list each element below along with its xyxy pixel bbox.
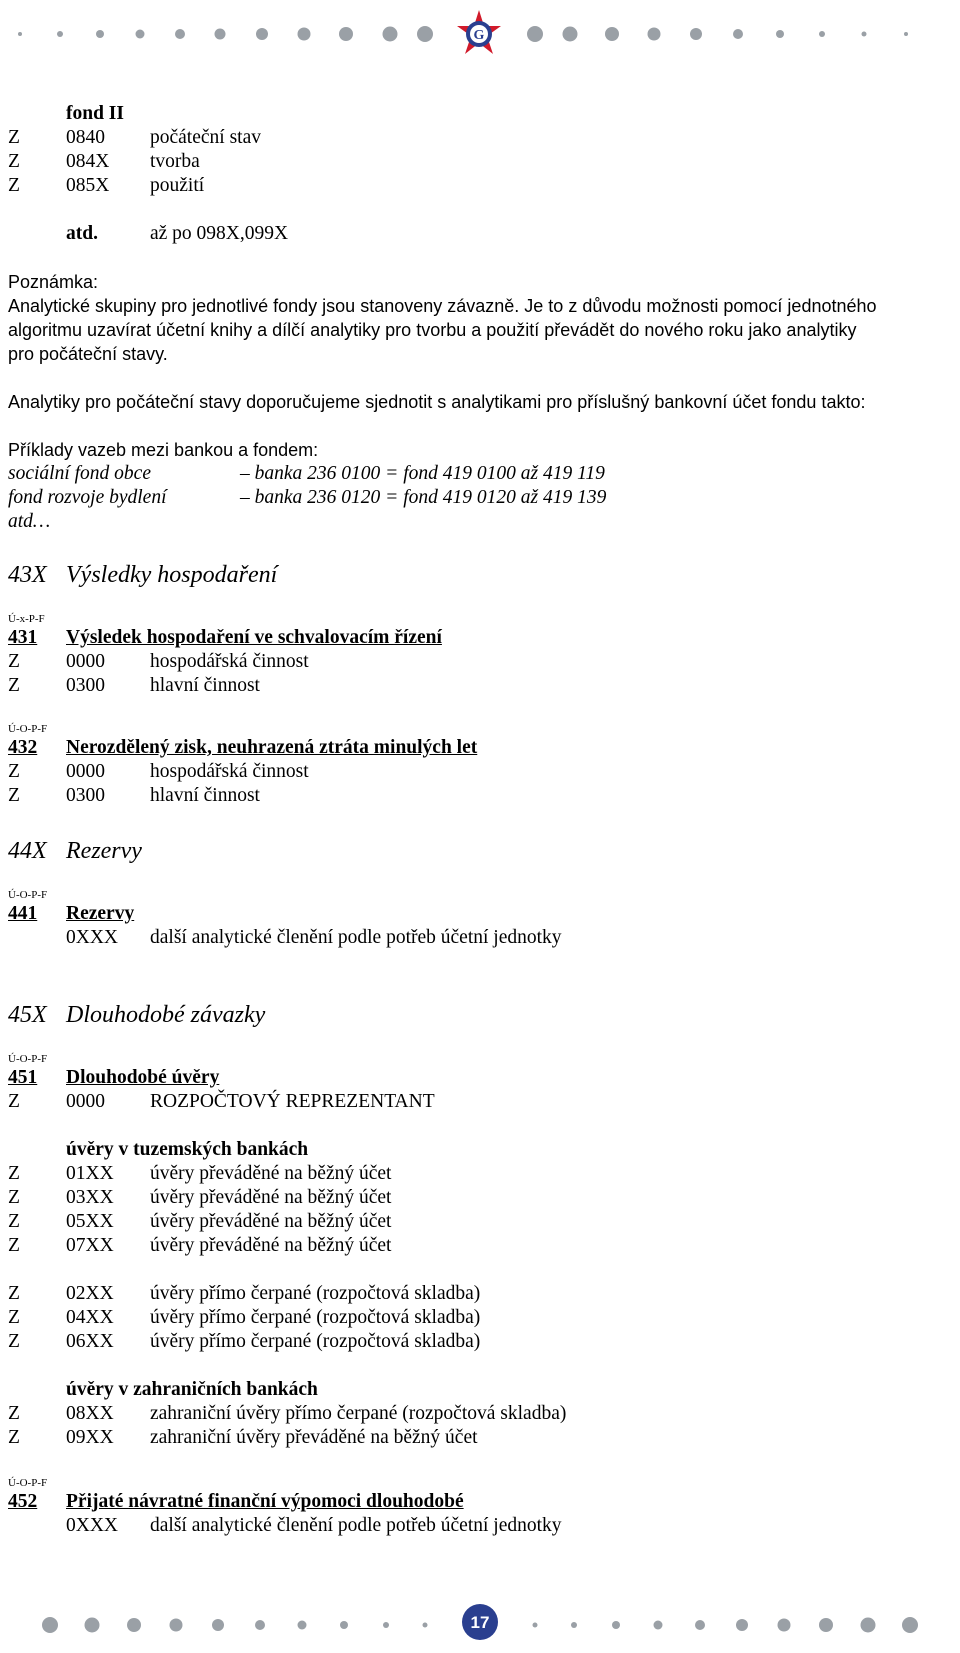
account-name: Nerozdělený zisk, neuhrazená ztráta minulých let [66, 737, 478, 758]
row-text: tvorba [150, 151, 200, 172]
section-code: 45X [8, 1002, 47, 1028]
row-text: úvěry převáděné na běžný účet [150, 1163, 392, 1184]
row-text: úvěry převáděné na běžný účet [150, 1187, 392, 1208]
row-text: hospodářská činnost [150, 651, 309, 672]
row-code: 03XX [66, 1187, 114, 1208]
row-code: 085X [66, 175, 110, 196]
example-relation: – banka 236 0120 = fond 419 0120 až 419 139 [240, 487, 607, 508]
row-code: 02XX [66, 1283, 114, 1304]
row-flag: Z [8, 1211, 20, 1232]
logo-letter: G [473, 28, 485, 43]
example-relation: – banka 236 0100 = fond 419 0100 až 419 119 [240, 463, 605, 484]
fund2-title: fond II [66, 103, 124, 124]
row-flag: Z [8, 1403, 20, 1424]
row-text: hospodářská činnost [150, 761, 309, 782]
row-flag: Z [8, 1187, 20, 1208]
section-code: 44X [8, 838, 47, 864]
row-code: 04XX [66, 1307, 114, 1328]
row-flag: Z [8, 785, 20, 806]
account-tag: Ú-O-P-F [8, 723, 48, 735]
account-tag: Ú-x-P-F [8, 613, 45, 625]
account-tag: Ú-O-P-F [8, 889, 48, 901]
account-number: 431 [8, 627, 38, 648]
account-name: Výsledek hospodaření ve schvalovacím řízení [66, 627, 442, 648]
row-text: použití [150, 175, 205, 196]
logo-icon [453, 8, 505, 60]
row-flag: Z [8, 151, 20, 172]
row-text: počáteční stav [150, 127, 261, 148]
note-line: pro počáteční stavy. [8, 344, 168, 364]
row-code: 0XXX [66, 927, 118, 948]
note-paragraph: Analytiky pro počáteční stavy doporučujeme sjednotit s analytikami pro příslušný bankovní účet fondu takto: [8, 392, 866, 412]
row-text: zahraniční úvěry převáděné na běžný účet [150, 1427, 478, 1448]
row-text: úvěry převáděné na běžný účet [150, 1211, 392, 1232]
row-flag: Z [8, 1331, 20, 1352]
row-text: úvěry převáděné na běžný účet [150, 1235, 392, 1256]
row-code: 084X [66, 151, 110, 172]
account-name: Dlouhodobé úvěry [66, 1067, 220, 1088]
row-text: úvěry přímo čerpané (rozpočtová skladba) [150, 1331, 481, 1352]
row-flag: Z [8, 1307, 20, 1328]
row-code: 05XX [66, 1211, 114, 1232]
row-code: 08XX [66, 1403, 114, 1424]
row-code: 0300 [66, 785, 105, 806]
row-text: hlavní činnost [150, 785, 260, 806]
row-flag: Z [8, 127, 20, 148]
row-code: 0XXX [66, 1515, 118, 1536]
section-title: Výsledky hospodaření [66, 562, 278, 588]
atd-text: až po 098X,099X [150, 223, 289, 244]
note-label: Poznámka: [8, 272, 99, 292]
row-code: 06XX [66, 1331, 114, 1352]
row-code: 09XX [66, 1427, 114, 1448]
section-code: 43X [8, 562, 47, 588]
row-code: 0840 [66, 127, 105, 148]
row-code: 0000 [66, 1091, 105, 1112]
row-text: další analytické členění podle potřeb účetní jednotky [150, 1515, 562, 1536]
row-text: hlavní činnost [150, 675, 260, 696]
row-flag: Z [8, 1235, 20, 1256]
example-name: fond rozvoje bydlení [8, 487, 167, 508]
account-name: Rezervy [66, 903, 135, 924]
account-number: 452 [8, 1491, 38, 1512]
row-code: 0000 [66, 761, 105, 782]
examples-etc: atd… [8, 511, 51, 532]
row-flag: Z [8, 175, 20, 196]
row-text: zahraniční úvěry přímo čerpané (rozpočtová skladba) [150, 1403, 567, 1424]
row-flag: Z [8, 1427, 20, 1448]
example-name: sociální fond obce [8, 463, 151, 484]
row-flag: Z [8, 1163, 20, 1184]
subgroup-title: úvěry v tuzemských bankách [66, 1139, 309, 1160]
account-name: Přijaté návratné finanční výpomoci dlouhodobé [66, 1491, 464, 1512]
account-number: 451 [8, 1067, 38, 1088]
account-number: 432 [8, 737, 38, 758]
row-code: 0000 [66, 651, 105, 672]
account-number: 441 [8, 903, 38, 924]
page-number: 17 [470, 1613, 490, 1632]
row-code: 01XX [66, 1163, 114, 1184]
row-code: 07XX [66, 1235, 114, 1256]
row-flag: Z [8, 675, 20, 696]
atd-label: atd. [66, 223, 98, 244]
note-line: Analytické skupiny pro jednotlivé fondy jsou stanoveny závazně. Je to z důvodu možnosti pomocí jednotného [8, 296, 877, 316]
section-title: Dlouhodobé závazky [66, 1002, 266, 1028]
row-flag: Z [8, 1091, 20, 1112]
row-text: úvěry přímo čerpané (rozpočtová skladba) [150, 1307, 481, 1328]
subgroup-title: úvěry v zahraničních bankách [66, 1379, 318, 1400]
account-tag: Ú-O-P-F [8, 1053, 48, 1065]
page-number-badge [460, 1602, 500, 1642]
row-text: úvěry přímo čerpané (rozpočtová skladba) [150, 1283, 481, 1304]
row-code: 0300 [66, 675, 105, 696]
row-text: další analytické členění podle potřeb účetní jednotky [150, 927, 562, 948]
row-flag: Z [8, 651, 20, 672]
row-flag: Z [8, 1283, 20, 1304]
section-title: Rezervy [66, 838, 142, 864]
note-line: algoritmu uzavírat účetní knihy a dílčí analytiky pro tvorbu a použití převádět do nového roku jako analytiky [8, 320, 857, 340]
examples-label: Příklady vazeb mezi bankou a fondem: [8, 440, 319, 460]
account-tag: Ú-O-P-F [8, 1477, 48, 1489]
row-text: ROZPOČTOVÝ REPREZENTANT [150, 1091, 435, 1112]
row-flag: Z [8, 761, 20, 782]
